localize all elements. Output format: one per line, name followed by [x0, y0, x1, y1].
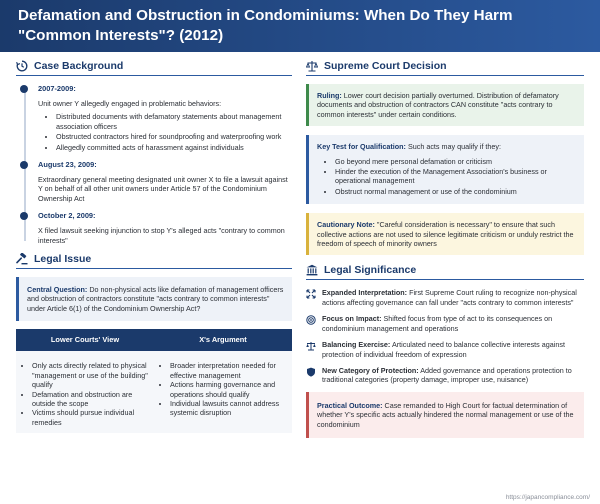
x-argument-cell: [154, 351, 292, 433]
ruling-text: Lower court decision partially overturned. Distribution of defamatory documents and obstruction of contractors CAN constitute "acts contrary to common interests" under certain conditions.: [317, 91, 559, 119]
shield-icon: [306, 367, 316, 377]
significance-item: [306, 314, 584, 333]
timeline-item: [38, 84, 292, 152]
lower-courts-list: [22, 361, 148, 427]
practical-outcome-box: [306, 392, 584, 438]
key-test-box: [306, 135, 584, 204]
significance-text: Articulated need to balance collective interests against protection of individual freedom of expression: [322, 340, 565, 359]
significance-label: Focus on Impact:: [322, 314, 382, 324]
timeline-text: Unit owner Y allegedly engaged in problematic behaviors:: [38, 99, 222, 108]
list-item: • Only acts directly related to physical "management or use of the building" qualify: [32, 361, 148, 389]
central-question-box: [16, 277, 292, 321]
list-item: • Actions harming governance and operations should qualify: [170, 380, 286, 399]
lower-courts-cell: [16, 351, 154, 433]
cautionary-note-label: Cautionary Note:: [317, 220, 375, 230]
list-item: • Defamation and obstruction are outside the scope: [32, 390, 148, 409]
expand-icon: [306, 289, 316, 299]
list-item: • Broader interpretation needed for effective management: [170, 361, 286, 380]
legal-significance-title: Legal Significance: [324, 264, 417, 277]
practical-outcome-label: Practical Outcome:: [317, 400, 383, 410]
key-test-text: Such acts may qualify if they:: [407, 142, 502, 152]
timeline-text: Extraordinary general meeting designated unit owner X to file a lawsuit against Y on behalf of all other unit owners under Article 57 of the Condominium Ownership Act: [38, 175, 288, 203]
lower-courts-header: Lower Courts' View: [16, 329, 154, 351]
scale-icon: [306, 60, 318, 72]
target-icon: [306, 315, 316, 325]
case-timeline: [16, 84, 292, 245]
list-item: • Allegedly committed acts of harassment against individuals: [56, 143, 292, 152]
left-column: [16, 60, 292, 433]
list-item: • Individual lawsuits cannot address systemic disruption: [170, 399, 286, 418]
timeline-dot: [20, 212, 28, 220]
cautionary-note-text: "Careful consideration is necessary" to ensure that such collective actions are not used to silence legitimate criticism or unduly restrict the freedom of speech of minority owners: [317, 220, 574, 249]
ruling-label: Ruling:: [317, 91, 342, 100]
significance-text: Added governance and operations protection to traditional categories (property damage, improper use, nuisance): [322, 365, 572, 385]
legal-issue-title: Legal Issue: [34, 253, 92, 266]
supreme-court-heading: [306, 60, 584, 76]
timeline-item: [38, 160, 292, 203]
balance-icon: [306, 341, 316, 351]
history-icon: [16, 60, 28, 72]
cautionary-note-box: [306, 213, 584, 255]
list-item: • Obstructed contractors hired for soundproofing and waterproofing work: [56, 132, 292, 141]
legal-issue-heading: [16, 253, 292, 269]
institution-icon: [306, 264, 318, 276]
x-argument-list: [160, 361, 286, 417]
x-argument-header: X's Argument: [154, 329, 292, 351]
gavel-icon: [16, 253, 28, 265]
list-item: • Obstruct normal management or use of the condominium: [335, 187, 576, 196]
list-item: • Victims should pursue individual remedies: [32, 408, 148, 427]
key-test-list: [317, 157, 576, 197]
right-column: [306, 60, 584, 447]
page-header: [0, 0, 600, 52]
timeline-text: X filed lawsuit seeking injunction to stop Y's alleged acts "contrary to common interests": [38, 226, 285, 245]
central-question-label: Central Question:: [27, 285, 88, 295]
timeline-dot: [20, 161, 28, 169]
significance-text: First Supreme Court ruling to recognize non-physical actions affecting governance can fall under "acts contrary to common interests": [322, 288, 577, 307]
footer-url: https://japancompliance.com/: [505, 494, 590, 501]
significance-label: New Category of Protection:: [322, 365, 419, 375]
timeline-bullets: [38, 112, 292, 152]
list-item: • Distributed documents with defamatory statements about management association officers: [56, 112, 292, 131]
timeline-item: [38, 211, 292, 245]
timeline-dot: [20, 85, 28, 93]
significance-label: Balancing Exercise:: [322, 340, 391, 350]
practical-outcome-text: Case remanded to High Court for factual determination of whether Y's specific acts actually hindered the normal management or use of the condominium: [317, 400, 574, 429]
list-item: • Hinder the execution of the Management Association's business or operational management: [335, 167, 576, 186]
comparison-table: [16, 329, 292, 433]
supreme-court-title: Supreme Court Decision: [324, 60, 447, 72]
significance-text: Shifted focus from type of act to its consequences on condominium management and operations: [322, 314, 553, 333]
significance-label: Expanded Interpretation:: [322, 288, 408, 298]
significance-item: [306, 366, 584, 385]
page-title: Defamation and Obstruction in Condominiums: When Do They Harm "Common Interests"? (2012): [18, 7, 513, 44]
central-question-text: Do non-physical acts like defamation of management officers and obstruction of contractors constitute "acts contrary to common interests" under Article 6(1) of the Condominium Ownership Act?: [27, 285, 284, 313]
timeline-date: August 23, 2009:: [38, 160, 97, 170]
legal-significance-heading: [306, 264, 584, 280]
significance-item: [306, 340, 584, 359]
case-background-heading: [16, 60, 292, 76]
timeline-date: 2007-2009:: [38, 84, 76, 93]
key-test-label: Key Test for Qualification:: [317, 142, 406, 152]
list-item: • Go beyond mere personal defamation or criticism: [335, 157, 576, 166]
significance-item: [306, 288, 584, 307]
timeline-date: October 2, 2009:: [38, 211, 96, 221]
case-background-title: Case Background: [34, 60, 124, 72]
ruling-box: [306, 84, 584, 126]
